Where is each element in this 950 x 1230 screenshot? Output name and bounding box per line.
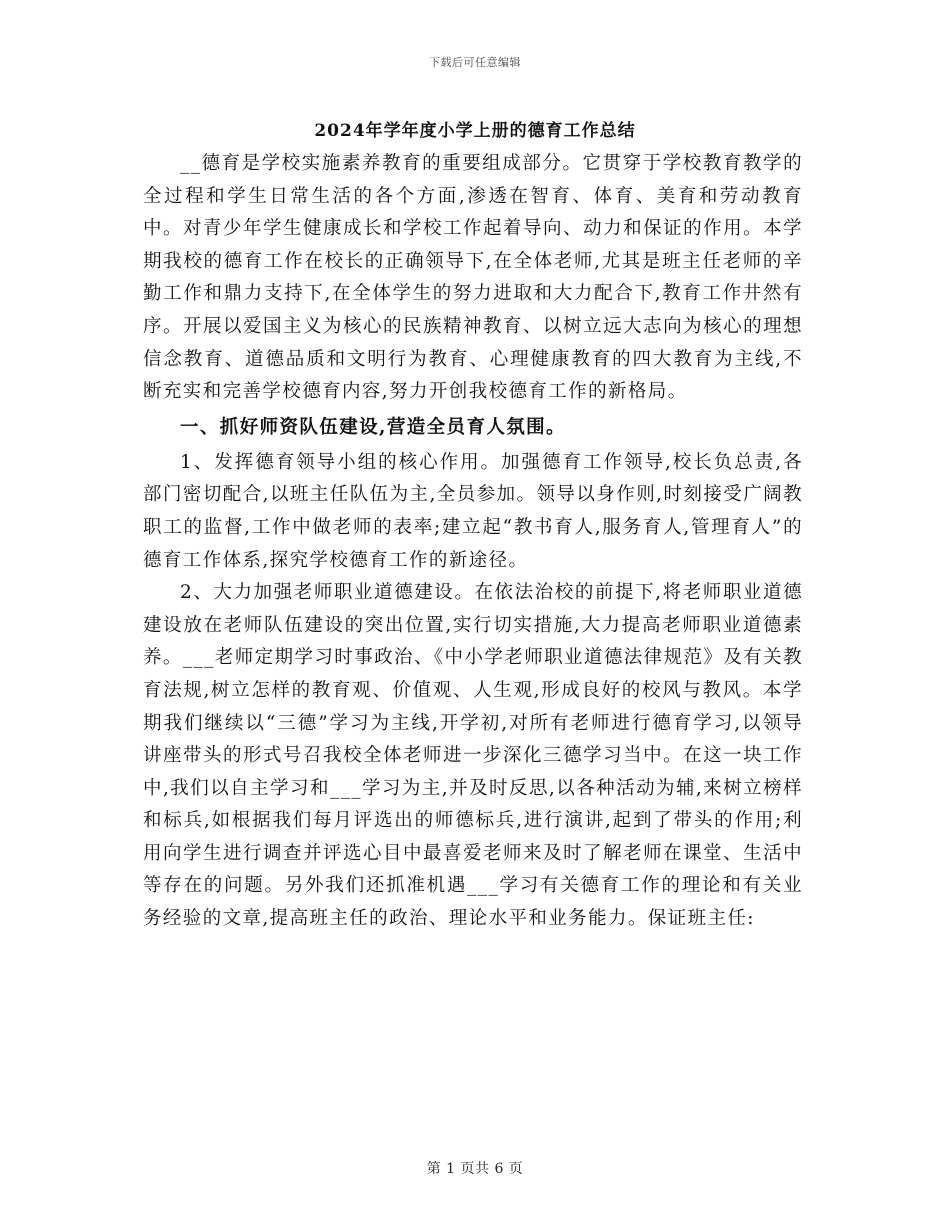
document-title: 2024年学年度小学上册的德育工作总结: [314, 121, 636, 141]
section-heading: 一、抓好师资队伍建设,营造全员育人氛围。: [180, 416, 566, 438]
document-body: [143, 148, 803, 936]
body-paragraph-1: 1、发挥德育领导小组的核心作用。加强德育工作领导,校长负总责,各部门密切配合,以班主任队伍为主,全员参加。领导以身作则,时刻接受广阔教职工的监督,工作中做老师的表率;建立起“教书育人,服务育人,管理育人”的德育工作体系,探究学校德育工作的新途径。: [143, 451, 803, 571]
header-note: 下载后可任意编辑: [429, 56, 521, 69]
page-footer: 第 1 页共 6 页: [426, 1161, 524, 1177]
body-paragraph-2: 2、大力加强老师职业道德建设。在依法治校的前提下,将老师职业道德建设放在老师队伍建设的突出位置,实行切实措施,大力提高老师职业道德素养。___老师定期学习时事政治、《中小学老师职业道德法律规范》及有关教育法规,树立怎样的教育观、价值观、人生观,形成良好的校风与教风。本学期我们继续以“三德”学习为主线,开学初,对所有老师进行德育学习,以领导讲座带头的形式号召我校全体老师进一步深化三德学习当中。在这一块工作中,我们以自主学习和___学习为主,并及时反思,以各种活动为辅,来树立榜样和标兵,如根据我们每月评选出的师德标兵,进行演讲,起到了带头的作用;利用向学生进行调查并评选心目中最喜爱老师来及时了解老师在课堂、生活中等存在的问题。另外我们还抓准机遇___学习有关德育工作的理论和有关业务经验的文章,提高班主任的政治、理论水平和业务能力。保证班主任:: [143, 582, 803, 930]
intro-paragraph: __德育是学校实施素养教育的重要组成部分。它贯穿于学校教育教学的全过程和学生日常生活的各个方面,渗透在智育、体育、美育和劳动教育中。对青少年学生健康成长和学校工作起着导向、动力和保证的作用。本学期我校的德育工作在校长的正确领导下,在全体老师,尤其是班主任老师的辛勤工作和鼎力支持下,在全体学生的努力进取和大力配合下,教育工作井然有序。开展以爱国主义为核心的民族精神教育、以树立远大志向为核心的理想信念教育、道德品质和文明行为教育、心理健康教育的四大教育为主线,不断充实和完善学校德育内容,努力开创我校德育工作的新格局。: [143, 153, 803, 403]
